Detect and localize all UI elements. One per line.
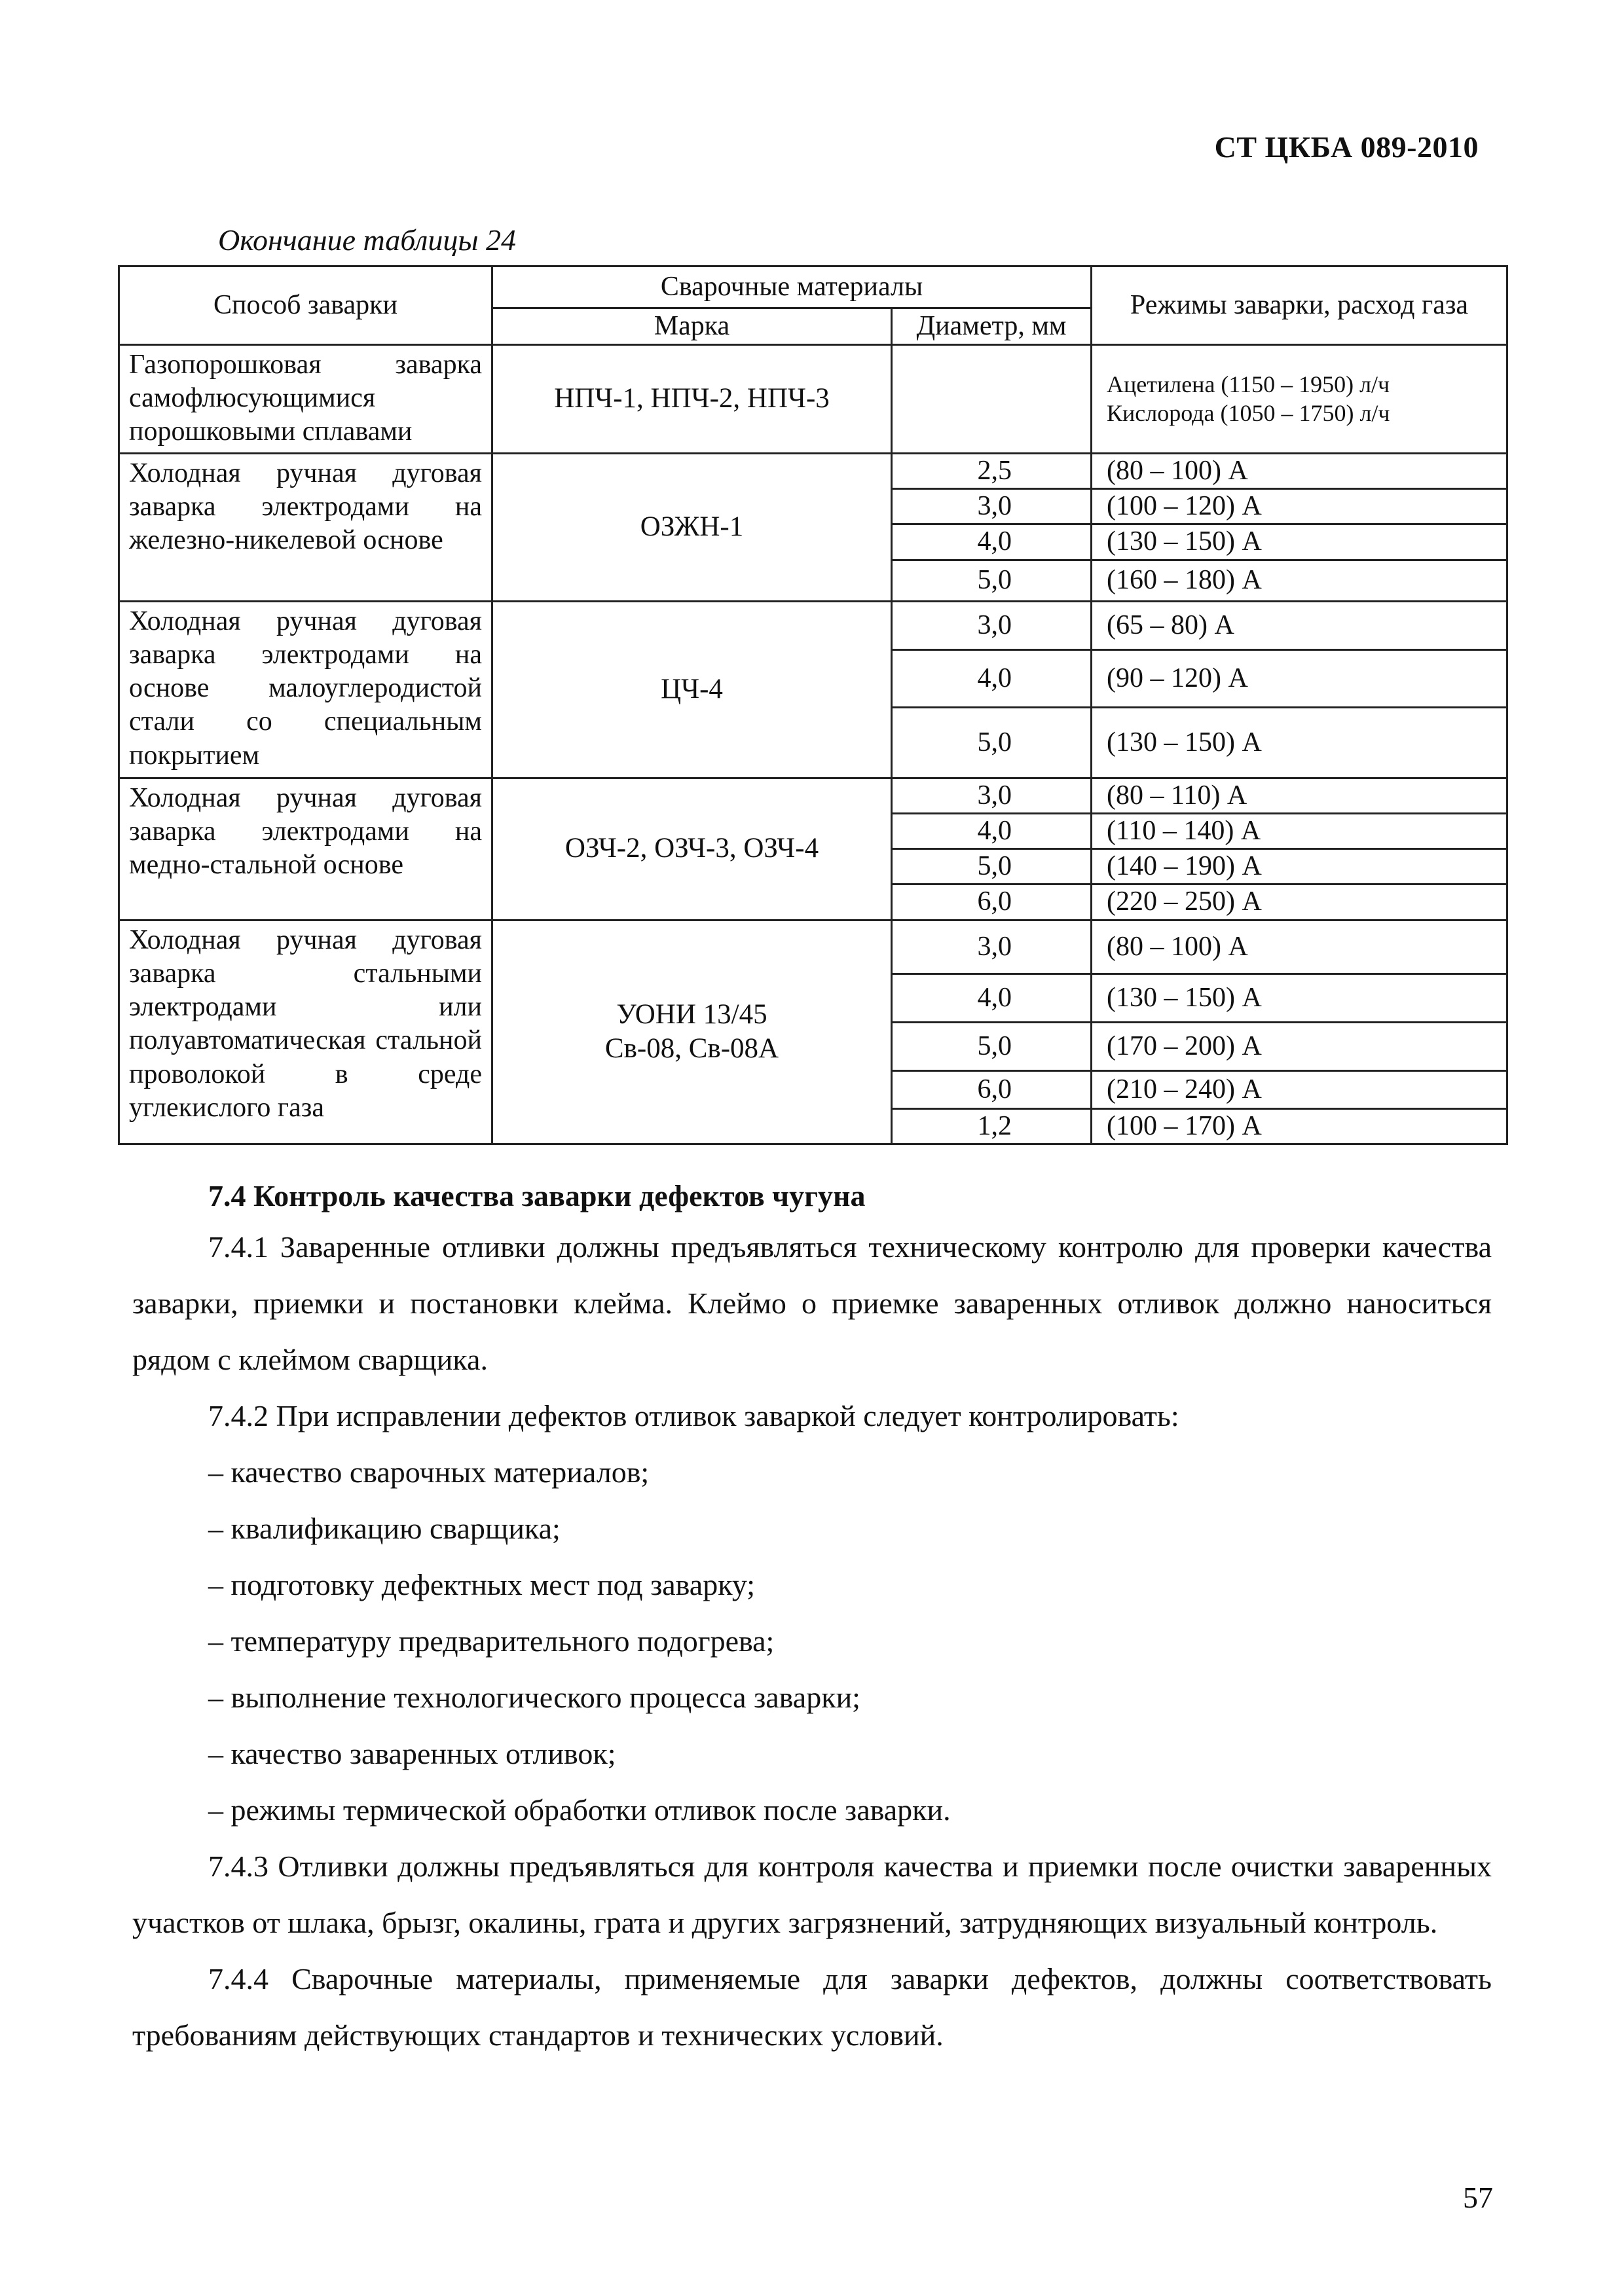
diameter-cell: 5,0 bbox=[892, 707, 1092, 778]
diameter-cell bbox=[892, 345, 1092, 454]
paragraph: 7.4.1 Заваренные отливки должны предъявляться техническому контролю для проверки качества заварки, приемки и постановки клейма. Клеймо о приемке заваренных отливок должно наноситься рядом с клеймом сварщика. bbox=[132, 1230, 1492, 1376]
header-modes: Режимы заварки, расход газа bbox=[1092, 266, 1507, 345]
table-row bbox=[119, 454, 1507, 489]
diameter-cell: 5,0 bbox=[892, 849, 1092, 884]
method-cell: Холодная ручная дуговая заварка электродами на основе малоуглеродистой стали со специальным покрытием bbox=[119, 601, 492, 778]
list-item: – выполнение технологического процесса заварки; bbox=[208, 1681, 860, 1714]
gas-consumption-cell bbox=[1092, 345, 1507, 454]
diameter-cell: 3,0 bbox=[892, 778, 1092, 813]
list-item: – квалификацию сварщика; bbox=[208, 1512, 561, 1545]
welding-modes-table bbox=[118, 265, 1508, 1145]
method-cell: Холодная ручная дуговая заварка стальными электродами или полуавтоматическая стальной проволокой в среде углекислого газа bbox=[119, 920, 492, 1144]
mode-cell: (110 – 140) А bbox=[1092, 813, 1507, 848]
table-row bbox=[119, 345, 1507, 454]
mode-cell: (65 – 80) А bbox=[1092, 601, 1507, 649]
paragraph: 7.4.2 При исправлении дефектов отливок заваркой следует контролировать: bbox=[208, 1399, 1179, 1432]
mark-cell bbox=[492, 920, 892, 1144]
page-number: 57 bbox=[1463, 2181, 1493, 2214]
header-materials: Сварочные материалы bbox=[492, 266, 1092, 308]
diameter-cell: 3,0 bbox=[892, 489, 1092, 524]
mark-cell: ЦЧ-4 bbox=[492, 601, 892, 778]
diameter-cell: 6,0 bbox=[892, 1070, 1092, 1108]
mode-cell: (130 – 150) А bbox=[1092, 707, 1507, 778]
mode-cell: (220 – 250) А bbox=[1092, 884, 1507, 920]
mark-line: УОНИ 13/45 bbox=[616, 998, 767, 1030]
paragraph: 7.4.3 Отливки должны предъявляться для контроля качества и приемки после очистки заваренных участков от шлака, брызг, окалины, грата и других загрязнений, затрудняющих визуальный контроль. bbox=[132, 1850, 1492, 1939]
mode-cell: (80 – 100) А bbox=[1092, 454, 1507, 489]
table-row bbox=[119, 778, 1507, 813]
method-cell: Холодная ручная дуговая заварка электродами на железно-никелевой основе bbox=[119, 454, 492, 602]
diameter-cell: 6,0 bbox=[892, 884, 1092, 920]
mode-cell: (80 – 110) А bbox=[1092, 778, 1507, 813]
diameter-cell: 4,0 bbox=[892, 524, 1092, 560]
diameter-cell: 3,0 bbox=[892, 920, 1092, 974]
mode-cell: (210 – 240) А bbox=[1092, 1070, 1507, 1108]
list-item: – качество сварочных материалов; bbox=[208, 1455, 650, 1489]
mode-cell: (90 – 120) А bbox=[1092, 649, 1507, 707]
diameter-cell: 4,0 bbox=[892, 813, 1092, 848]
mark-line: Св-08, Св-08А bbox=[604, 1033, 779, 1065]
oxygen-consumption: Кислорода (1050 – 1750) л/ч bbox=[1107, 399, 1390, 426]
mode-cell: (80 – 100) А bbox=[1092, 920, 1507, 974]
section-title: 7.4 Контроль качества заварки дефектов чугуна bbox=[208, 1179, 866, 1212]
document-code: СТ ЦКБА 089-2010 bbox=[1214, 130, 1479, 164]
header-diameter: Диаметр, мм bbox=[892, 308, 1092, 345]
mode-cell: (100 – 170) А bbox=[1092, 1108, 1507, 1144]
mark-cell: НПЧ-1, НПЧ-2, НПЧ-3 bbox=[492, 345, 892, 454]
diameter-cell: 4,0 bbox=[892, 649, 1092, 707]
mark-cell: ОЗЧ-2, ОЗЧ-3, ОЗЧ-4 bbox=[492, 778, 892, 920]
table-row bbox=[119, 920, 1507, 974]
paragraph: 7.4.4 Сварочные материалы, применяемые для заварки дефектов, должны соответствовать требованиям действующих стандартов и технических условий. bbox=[132, 1962, 1492, 2052]
header-method: Способ заварки bbox=[119, 266, 492, 345]
diameter-cell: 3,0 bbox=[892, 601, 1092, 649]
diameter-cell: 2,5 bbox=[892, 454, 1092, 489]
mode-cell: (140 – 190) А bbox=[1092, 849, 1507, 884]
section-body bbox=[132, 1219, 1492, 2064]
table-caption: Окончание таблицы 24 bbox=[218, 223, 516, 257]
diameter-cell: 1,2 bbox=[892, 1108, 1092, 1144]
list-item: – качество заваренных отливок; bbox=[208, 1737, 616, 1770]
mode-cell: (130 – 150) А bbox=[1092, 974, 1507, 1022]
mode-cell: (130 – 150) А bbox=[1092, 524, 1507, 560]
mark-cell: ОЗЖН-1 bbox=[492, 454, 892, 602]
acetylene-consumption: Ацетилена (1150 – 1950) л/ч bbox=[1107, 371, 1390, 397]
list-item: – режимы термической обработки отливок после заварки. bbox=[208, 1793, 951, 1827]
diameter-cell: 4,0 bbox=[892, 974, 1092, 1022]
mode-cell: (160 – 180) А bbox=[1092, 560, 1507, 601]
mode-cell: (100 – 120) А bbox=[1092, 489, 1507, 524]
diameter-cell: 5,0 bbox=[892, 1022, 1092, 1070]
mode-cell: (170 – 200) А bbox=[1092, 1022, 1507, 1070]
list-item: – температуру предварительного подогрева; bbox=[208, 1624, 775, 1658]
method-cell: Газопорошковая заварка самофлюсующимися порошковыми сплавами bbox=[119, 345, 492, 454]
diameter-cell: 5,0 bbox=[892, 560, 1092, 601]
list-item: – подготовку дефектных мест под заварку; bbox=[208, 1568, 756, 1601]
method-cell: Холодная ручная дуговая заварка электродами на медно-стальной основе bbox=[119, 778, 492, 920]
header-mark: Марка bbox=[492, 308, 892, 345]
table-row bbox=[119, 601, 1507, 649]
